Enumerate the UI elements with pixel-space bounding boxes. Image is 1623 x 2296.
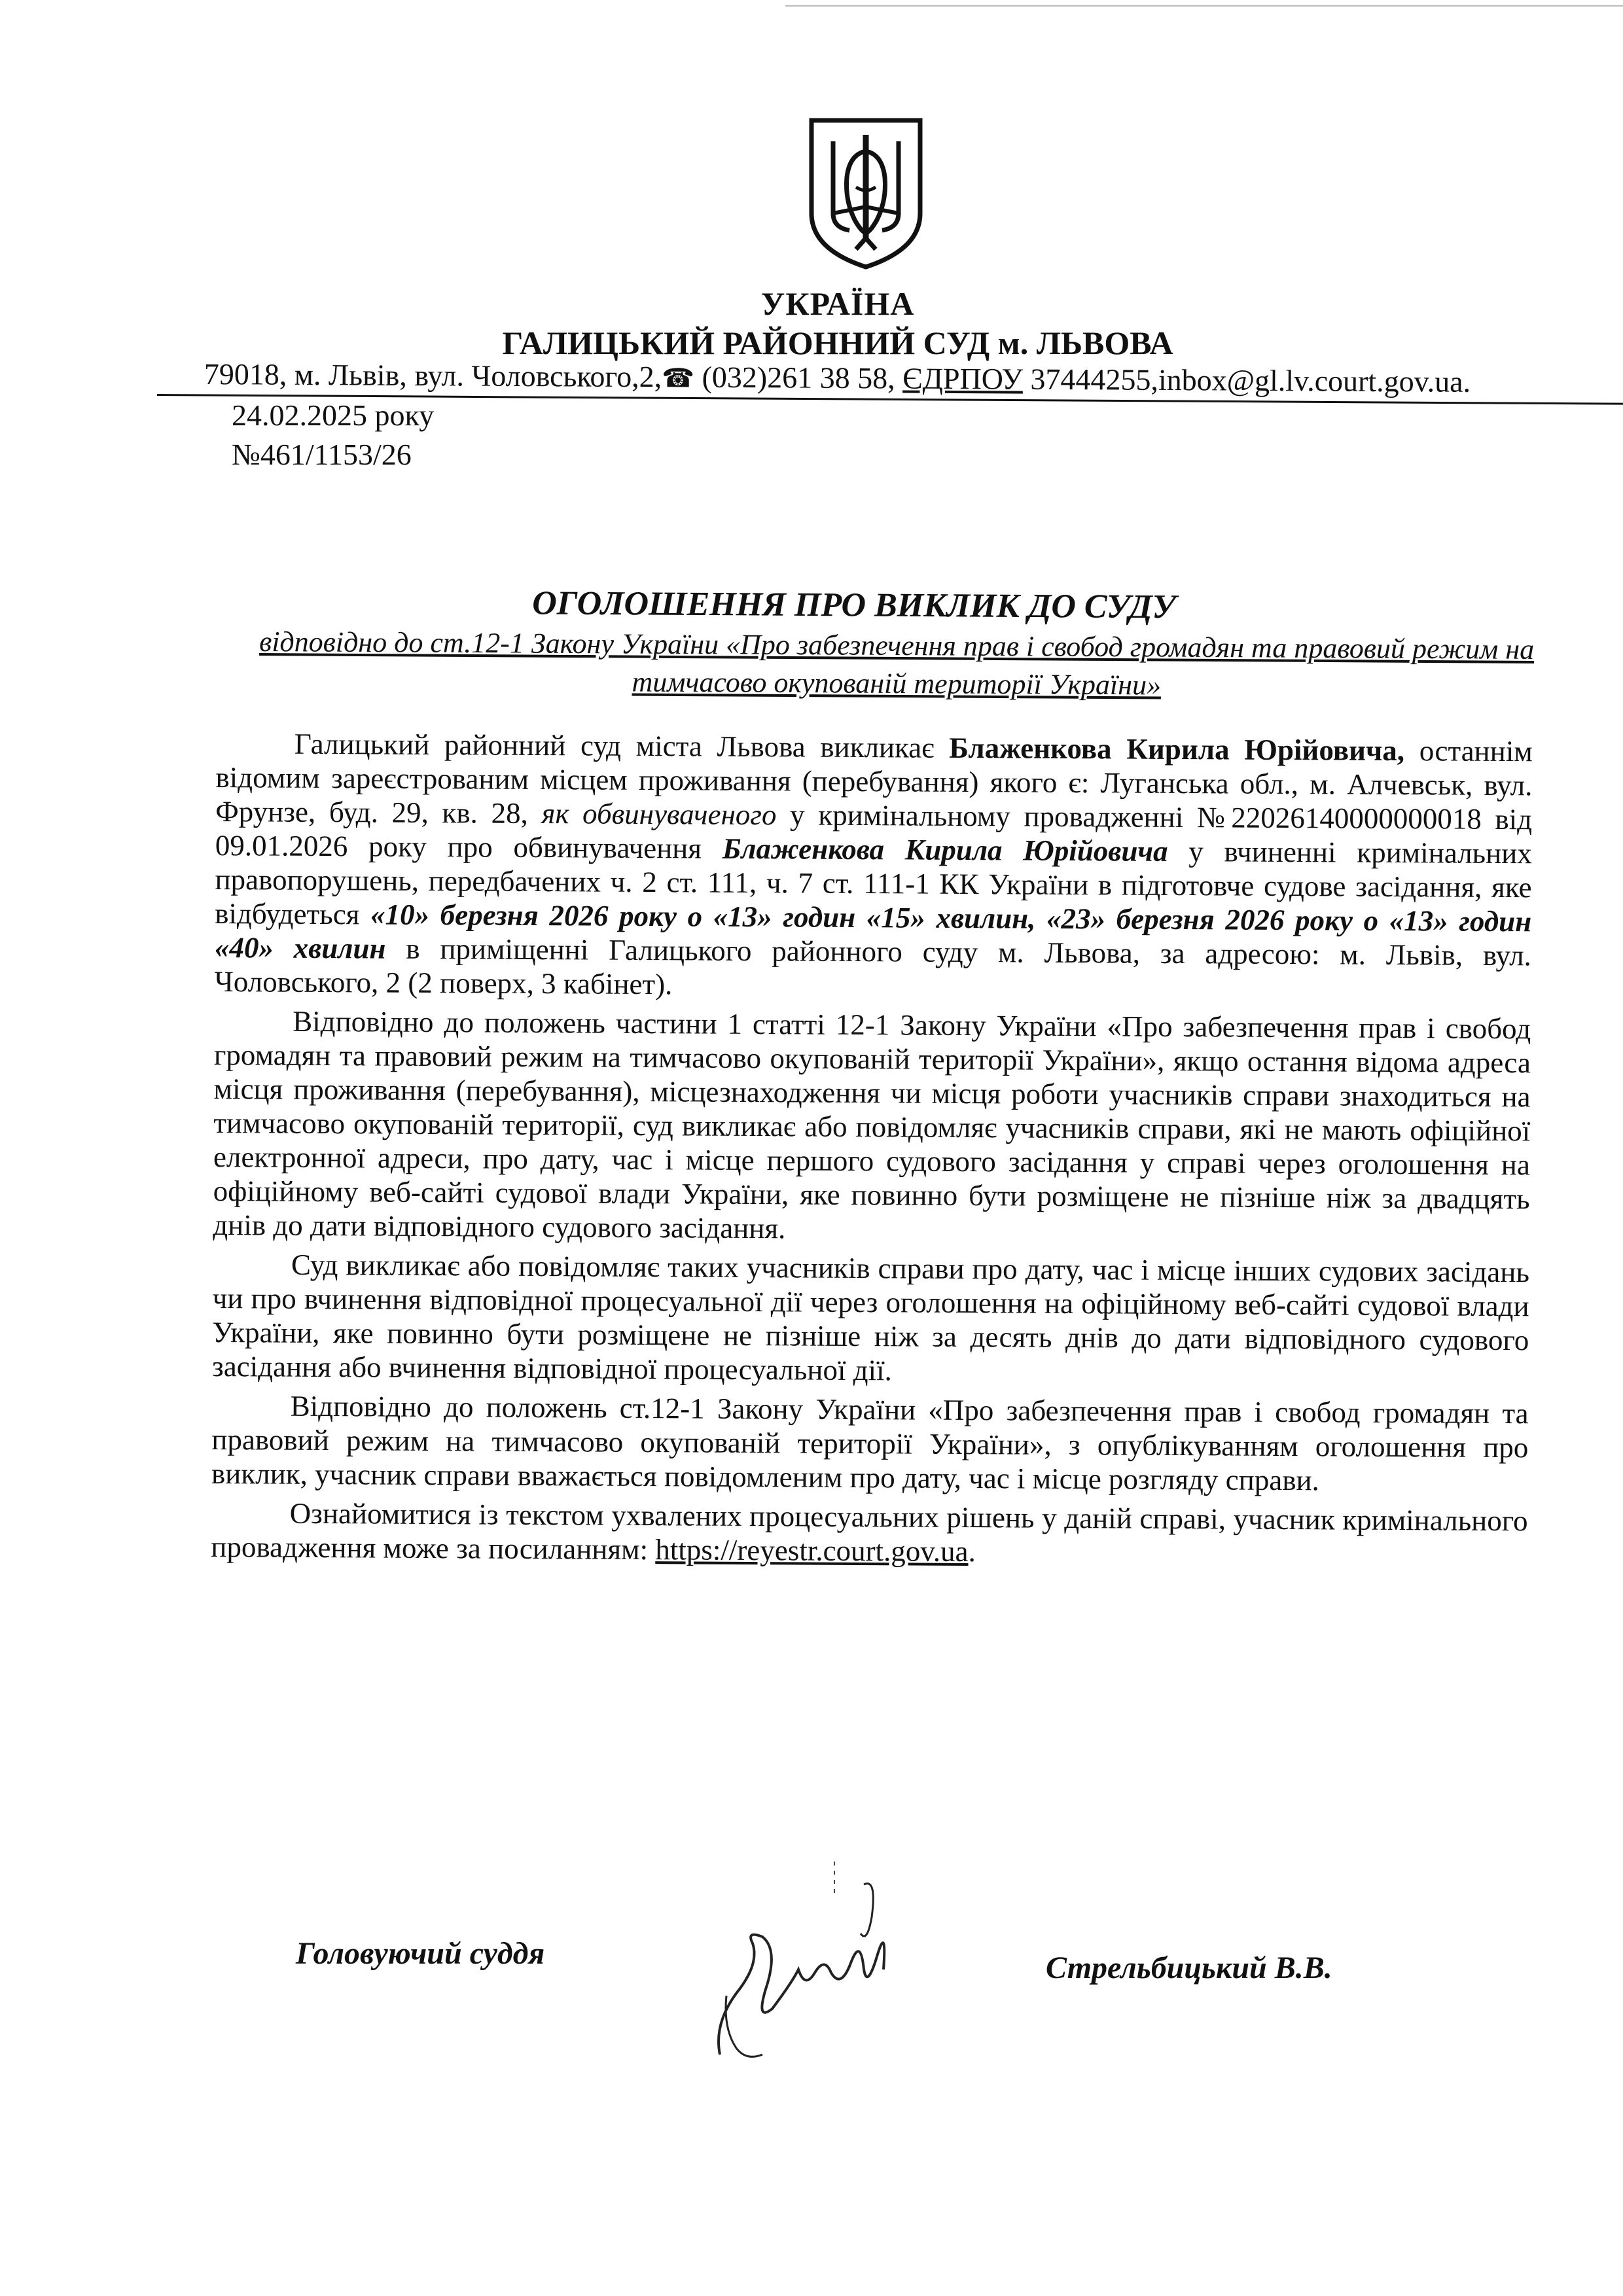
p1-text-3: у кримінальному провадженні №22026140000000018 від 09.01.2026 року про обвинувачення: [215, 798, 1533, 865]
edrpou-email: 37444255,inbox@gl.lv.court.gov.ua.: [1030, 362, 1471, 398]
paragraph-1: [214, 726, 1533, 1006]
p5-text-1: Ознайомитися із текстом ухвалених процесуальних рішень у даній справі, учасник кримінального провадження може за посиланням:: [211, 1496, 1528, 1566]
country-heading: УКРАЇНА: [760, 285, 915, 322]
defendant-role: як обвинуваченого: [541, 797, 777, 832]
p1-text-1: Галицький районний суд міста Львова викликає: [294, 727, 950, 764]
document-subtitle: відповідно до ст.12-1 Закону України «Про забезпечення прав і свобод громадян та правовий режим на тимчасово окупованій території України»: [259, 626, 1535, 701]
coat-of-arms-icon: [804, 115, 928, 271]
paragraph-4: Відповідно до положень ст.12-1 Закону України «Про забезпечення прав і свобод громадян та правовий режим на тимчасово окупованій території України», з опублікуванням оголошення про виклик, учасник справи вважається повідомленим про дату, час і місце розгляду справи.: [211, 1389, 1529, 1497]
address-text: 79018, м. Львів, вул. Чоловського,2,: [204, 357, 662, 394]
court-name-heading: ГАЛИЦЬКИЙ РАЙОННИЙ СУД м. ЛЬВОВА: [502, 325, 1173, 361]
p1-text-4: у вчиненні кримінальних правопорушень, передбачених ч. 2 ст. 111, ч. 7 ст. 111-1 КК України в підготовче судове засідання, яке відбудеться: [215, 834, 1532, 931]
paragraph-2: Відповідно до положень частини 1 статті 12-1 Закону України «Про забезпечення прав і свобод громадян та правовий режим на тимчасово окупованій території України», якщо остання відома адреса місця проживання (перебування), місцезнаходження чи місця роботи учасників справи знаходиться на тимчасово окупованій території, суд викликає або повідомляє учасників справи, які не мають офіційної електронної адреси, про дату, час і місце першого судового засідання у справі через оголошення на офіційному веб-сайті судової влади України, яке повинно бути розміщене не пізніше ніж за двадцять днів до дати відповідного судового засідання.: [213, 1004, 1531, 1245]
p1-text-2: останнім відомим зареєстрованим місцем проживання (перебування) якого є: Луганська обл., м. Алчевськ, вул. Фрунзе, буд. 29, кв. 28,: [215, 734, 1533, 830]
phone-icon: ☎: [662, 363, 695, 393]
judge-role-label: Головуючий суддя: [296, 1936, 545, 1971]
document-body: [211, 726, 1533, 1577]
defendant-name: Блаженкова Кирила Юрійовича,: [949, 731, 1405, 768]
handwritten-signature: [700, 1858, 923, 2068]
edrpou-label: ЄДРПОУ: [902, 361, 1024, 396]
document-number: №461/1153/26: [232, 438, 412, 471]
registry-link[interactable]: https://reyestr.court.gov.ua: [655, 1533, 969, 1568]
p1-text-5: в приміщенні Галицького районного суду м. Львова, за адресою: м. Львів, вул. Чоловського, 2 (2 поверх, 3 кабінет).: [214, 932, 1532, 1001]
scan-edge-line: [785, 5, 1623, 7]
court-address-line: [204, 357, 1605, 400]
paragraph-5: [211, 1496, 1528, 1572]
document-date: 24.02.2025 року: [232, 398, 435, 432]
judge-name: Стрельбицький В.В.: [1046, 1951, 1332, 1985]
p5-text-2: .: [968, 1535, 976, 1568]
hearing-dates: «10» березня 2026 року о «13» годин «15» хвилин, «23» березня 2026 року о «13» годин «40» хвилин: [214, 898, 1532, 965]
paragraph-3: Суд викликає або повідомляє таких учасників справи про дату, час і місце інших судових засідань чи про вчинення відповідної процесуальної дії через оголошення на офіційному веб-сайті судової влади України, яке повинно бути розміщене не пізніше ніж за десять днів до дати відповідного судового засідання або вчинення відповідної процесуальної дії.: [211, 1248, 1530, 1387]
document-title: ОГОЛОШЕННЯ ПРО ВИКЛИК ДО СУДУ: [532, 584, 1176, 626]
phone-number: (032)261 38 58,: [702, 360, 895, 395]
defendant-name-2: Блаженкова Кирила Юрійовича: [722, 832, 1168, 868]
